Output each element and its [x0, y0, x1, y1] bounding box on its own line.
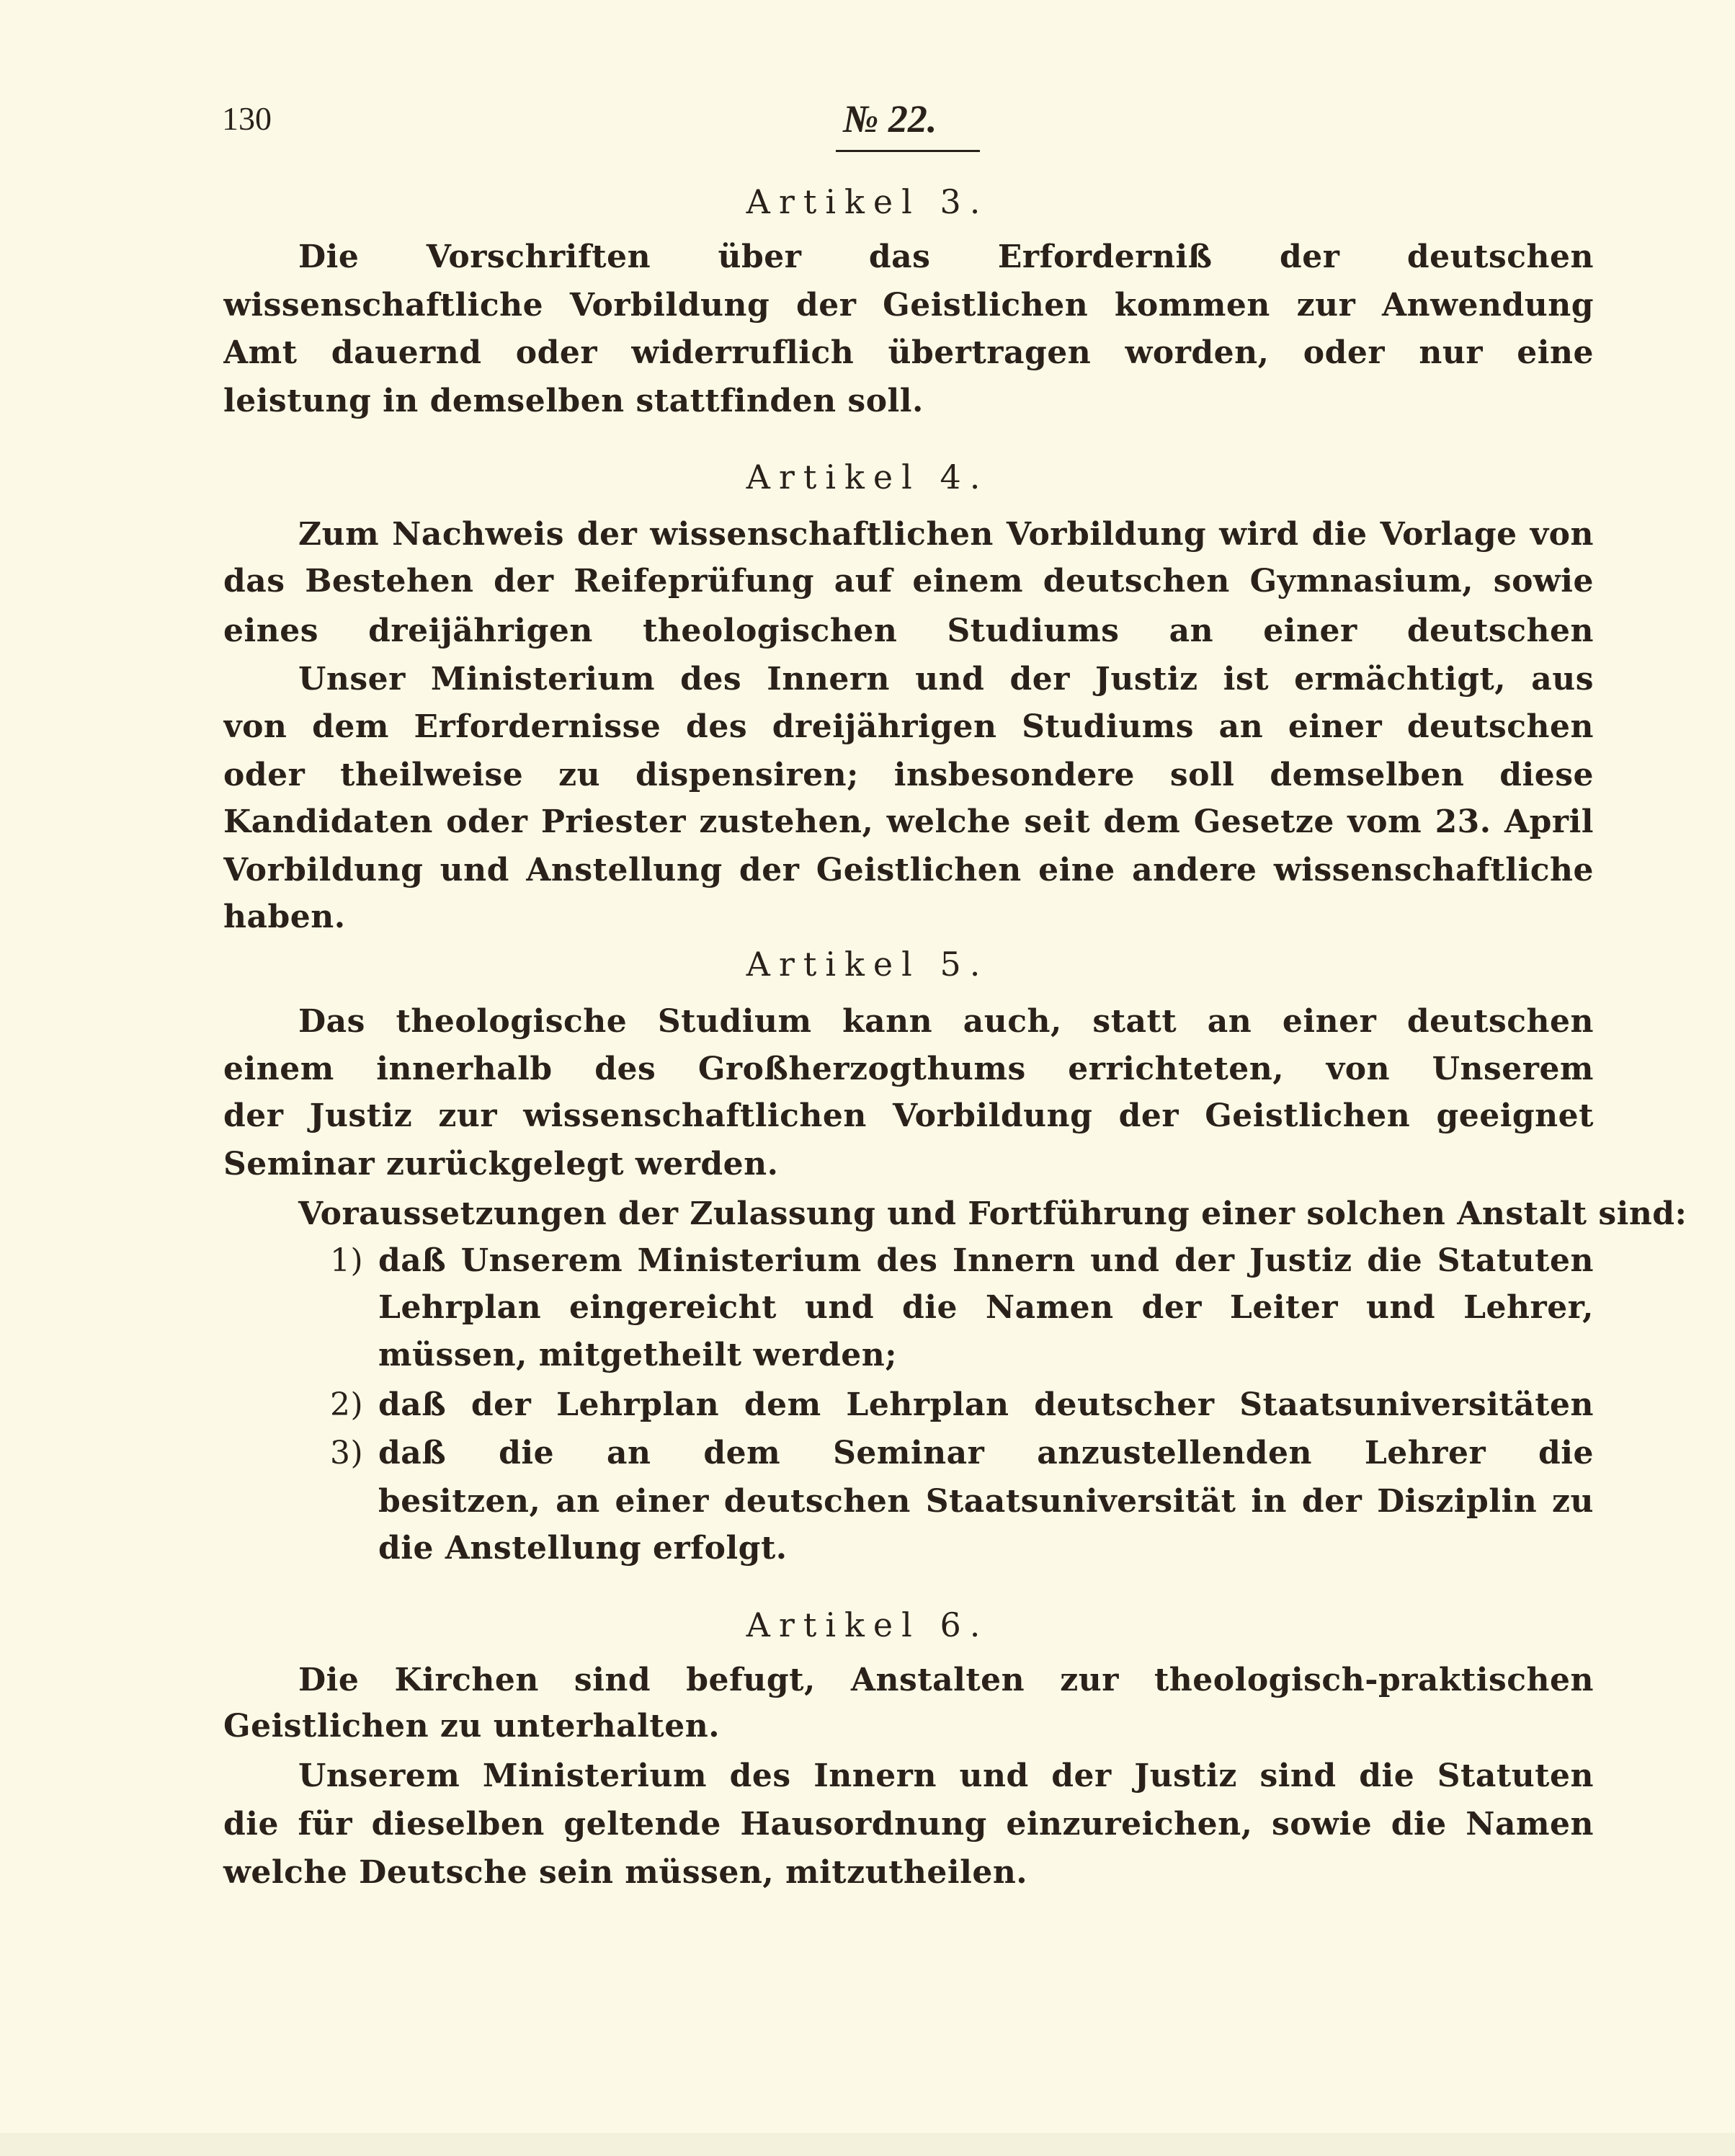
text-line: die für dieselben geltende Hausordnung einzureichen, sowie die Namen: [223, 1806, 1594, 1843]
list-marker: 3): [330, 1435, 364, 1471]
page-edge: [0, 2133, 1735, 2156]
text-line: Die Vorschriften über das Erforderniß der deutschen: [298, 239, 1594, 275]
text-line: Das theologische Studium kann auch, statt an einer deutschen: [298, 1003, 1594, 1040]
article-heading: Artikel 6.: [746, 1605, 989, 1644]
article-heading: Artikel 4.: [746, 458, 989, 496]
text-line: Amt dauernd oder widerruflich übertragen worden, oder nur eine: [223, 334, 1594, 371]
text-line: besitzen, an einer deutschen Staatsuniversität in der Disziplin zu: [378, 1483, 1594, 1520]
text-line: daß Unserem Ministerium des Innern und der Justiz die Statuten: [378, 1242, 1594, 1279]
text-line: Vorbildung und Anstellung der Geistlichen eine andere wissenschaftliche: [223, 852, 1594, 888]
article-heading: Artikel 5.: [746, 945, 989, 984]
text-line: Kandidaten oder Priester zustehen, welche seit dem Gesetze vom 23. April: [223, 803, 1594, 840]
text-line: die Anstellung erfolgt.: [378, 1530, 788, 1567]
text-line: Die Kirchen sind befugt, Anstalten zur theologisch-praktischen: [298, 1662, 1594, 1698]
text-line: haben.: [223, 899, 346, 935]
header-rule: [836, 150, 980, 152]
text-line: Seminar zurückgelegt werden.: [223, 1146, 779, 1182]
text-line: Unserem Ministerium des Innern und der Justiz sind die Statuten: [298, 1758, 1594, 1794]
text-line: Geistlichen zu unterhalten.: [223, 1708, 721, 1745]
text-line: das Bestehen der Reifeprüfung auf einem deutschen Gymnasium, sowie: [223, 563, 1594, 600]
text-line: wissenschaftliche Vorbildung der Geistlichen kommen zur Anwendung: [223, 287, 1594, 324]
text-line: Lehrplan eingereicht und die Namen der Leiter und Lehrer,: [378, 1289, 1594, 1326]
text-line: müssen, mitgetheilt werden;: [378, 1337, 897, 1373]
text-line: daß der Lehrplan dem Lehrplan deutscher Staatsuniversitäten: [378, 1386, 1594, 1423]
text-line: von dem Erfordernisse des dreijährigen Studiums an einer deutschen: [223, 708, 1594, 745]
list-marker: 2): [330, 1386, 364, 1423]
text-line: leistung in demselben stattfinden soll.: [223, 383, 924, 419]
text-line: welche Deutsche sein müssen, mitzutheilen.: [223, 1854, 1028, 1891]
issue-number: № 22.: [843, 97, 937, 141]
text-line: einem innerhalb des Großherzogthums errichteten, von Unserem: [223, 1051, 1594, 1087]
page-number: 130: [222, 100, 272, 137]
list-marker: 1): [330, 1242, 364, 1279]
text-line: der Justiz zur wissenschaftlichen Vorbildung der Geistlichen geeignet: [223, 1097, 1594, 1134]
article-heading: Artikel 3.: [746, 182, 989, 221]
text-line: eines dreijährigen theologischen Studiums an einer deutschen: [223, 612, 1594, 649]
text-line: Zum Nachweis der wissenschaftlichen Vorbildung wird die Vorlage von: [298, 516, 1594, 553]
text-line: daß die an dem Seminar anzustellenden Lehrer die: [378, 1435, 1594, 1471]
text-line: oder theilweise zu dispensiren; insbesondere soll demselben diese: [223, 757, 1594, 793]
text-line: Voraussetzungen der Zulassung und Fortführung einer solchen Anstalt sind:: [298, 1195, 1687, 1232]
text-line: Unser Ministerium des Innern und der Justiz ist ermächtigt, aus: [298, 661, 1594, 698]
